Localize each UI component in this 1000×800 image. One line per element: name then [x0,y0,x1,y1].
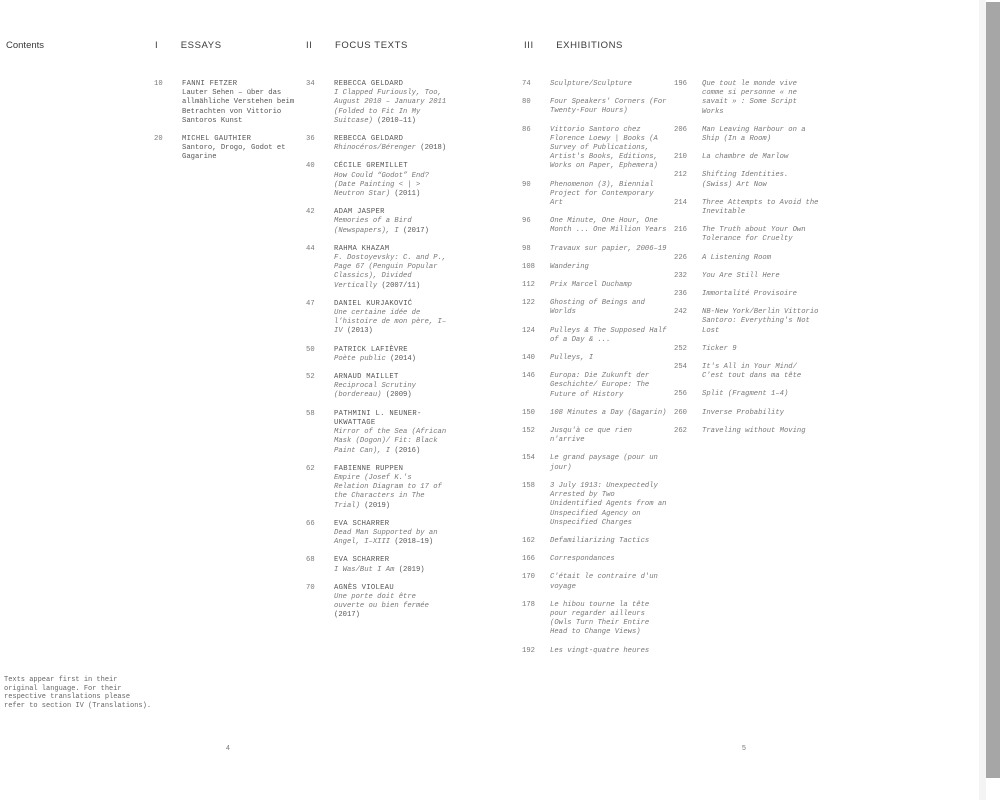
essay-title: Santoro, Drogo, Godot et Gagarine [182,144,286,162]
exhibition-title: NB-New York/Berlin Vittorio Santoro: Everything's Not Lost [702,308,819,335]
toc-entry[interactable] [674,427,822,436]
toc-entry[interactable] [306,556,450,574]
page-number: 210 [674,153,687,162]
toc-entry[interactable] [522,454,670,472]
toc-entry[interactable] [522,126,670,172]
page-number: 42 [306,208,315,217]
entry-text [334,135,450,153]
exhibition-title: Pulleys & The Supposed Half of a Day & ... [550,326,667,344]
page-number: 62 [306,464,315,473]
toc-entry[interactable] [674,199,822,217]
toc-entry[interactable] [522,281,670,290]
entry-text [334,208,450,236]
toc-entry[interactable] [522,647,670,656]
entry-text [334,300,450,337]
section-essays-header [155,40,222,51]
toc-entry[interactable] [674,390,822,399]
page-number: 146 [522,372,535,381]
author: EVA SCHARRER [334,556,390,565]
work-title: Dead Man Supported by an Angel, I–XIII [334,528,438,547]
year: (2009) [385,391,412,400]
toc-entry[interactable] [306,135,450,153]
entry-text [334,410,450,456]
page-number: 66 [306,519,315,528]
author: PATHMINI L. NEUNER-UKWATTAGE [334,409,422,427]
scrollbar[interactable] [986,2,1000,778]
work-title: How Could “Godot” End? (Date Painting < | > Neutron Star) [334,171,429,199]
toc-entry[interactable] [306,162,450,199]
year: (2019) [364,501,391,510]
toc-entry[interactable] [674,290,822,299]
year: (2010–11) [377,116,416,125]
toc-entry[interactable] [306,208,450,236]
year: (2014) [390,354,416,363]
toc-entry[interactable] [522,245,670,254]
page-number: 74 [522,80,531,88]
exhibition-title: Shifting Identities. (Swiss) Art Now [702,171,789,189]
entry-text [334,556,450,574]
exhibition-title: Inverse Probability [702,408,784,417]
exhibition-title: La chambre de Marlow [702,153,789,162]
page-number: 10 [154,80,163,88]
toc-entry[interactable] [522,409,670,418]
toc-entry[interactable] [306,346,450,364]
toc-entry[interactable] [306,520,450,548]
year: (2017) [334,611,360,620]
work-title: Une certaine idée de l’histoire de mon père, I–IV [334,309,447,336]
exhibition-title: Que tout le monde vive comme si personne « ne savait » : Some Script Works [702,80,797,116]
work-title: Mirror of the Sea (African Mask (Dogon)/ Fit: Black Paint Can), I [334,428,447,455]
page-number: 68 [306,556,315,565]
entry-text [334,245,450,291]
page-number: 44 [306,244,315,253]
toc-entry[interactable] [306,80,450,126]
section-numeral: I [155,40,159,51]
exhibition-title: Europa: Die Zukunft der Geschichte/ Europe: The Future of History [550,372,650,399]
exhibition-title: Correspondances [550,555,615,564]
toc-entry[interactable] [674,171,822,189]
author: FABIENNE RUPPEN [334,464,404,473]
toc-entry[interactable] [674,126,822,144]
section-numeral: III [524,40,534,51]
page-number: 162 [522,536,535,545]
exhibition-title: Vittorio Santoro chez Florence Loewy | Books (A Survey of Publications, Artist's Books, Editions, Works on Paper, Ephemera) [550,125,658,171]
year: (2007/11) [381,281,421,290]
toc-entry[interactable] [522,601,670,638]
page-number: 150 [522,408,535,417]
author: CÉCILE GREMILLET [334,162,408,171]
exhibition-title: Ghosting of Beings and Worlds [550,299,645,317]
toc-entry[interactable] [674,363,822,381]
section-title: EXHIBITIONS [556,40,623,51]
page-number: 166 [522,555,535,564]
toc-entry[interactable] [306,245,450,291]
entry-text [334,584,450,621]
page-number: 36 [306,135,315,144]
essays-list [154,80,298,172]
exhibition-title: Le grand paysage (pour un jour) [550,454,658,472]
toc-entry[interactable] [522,427,670,445]
toc-entry[interactable] [522,372,670,400]
exhibition-title: Sculpture/Sculpture [550,80,632,88]
work-title: I Was/But I Am [334,565,395,574]
page-number: 40 [306,162,315,171]
exhibition-title: Ticker 9 [702,344,737,353]
section-focus-header [306,40,408,51]
year: (2018–19) [394,538,434,547]
work-title: I Clapped Furiously, Too, August 2010 – January 2011 (Folded to Fit In My Suitcase) [334,89,447,125]
page-number: 214 [674,198,687,207]
exhibition-title: Wandering [550,262,589,271]
exhibitions-list-left [522,80,670,665]
footnote: Texts appear first in their original language. For their respective translations please refer to section IV (Translations). [4,676,152,710]
page-number: 124 [522,326,535,335]
page-number: 58 [306,409,315,418]
entry-text [334,80,450,126]
page-number: 20 [154,135,163,144]
exhibition-title: The Truth about Your Own Tolerance for Cruelty [702,226,806,244]
toc-entry[interactable] [674,153,822,162]
section-exhibitions-header [524,40,623,51]
toc-entry[interactable] [306,410,450,456]
author: ARNAUD MAILLET [334,373,399,382]
page-number: 112 [522,281,535,290]
toc-entry[interactable] [674,308,822,336]
exhibition-title: Split (Fragment 1–4) [702,390,789,399]
year: (2016) [394,446,421,455]
work-title: Memories of a Bird (Newspapers), I [334,217,412,235]
exhibition-title: You Are Still Here [702,271,780,280]
page-number: 232 [674,271,687,280]
page-number: 216 [674,226,687,235]
page-number: 47 [306,299,315,308]
author: REBECCA GELDARD [334,135,404,144]
year: (2011) [394,190,421,199]
page-number: 98 [522,244,531,253]
page-number: 252 [674,344,687,353]
exhibition-title: Prix Marcel Duchamp [550,281,632,290]
exhibitions-list-right [674,80,822,445]
work-title: Rhinocéros/Bérenger [334,144,416,153]
entry-text [334,373,450,401]
entry-text [334,346,450,364]
toc-entry[interactable] [522,263,670,272]
toc-entry[interactable] [522,327,670,345]
page-number: 170 [522,573,535,582]
toc-entry[interactable] [674,272,822,281]
author: PATRICK LAFIÈVRE [334,345,408,354]
page-number: 256 [674,390,687,399]
page-number: 86 [522,125,531,134]
exhibition-title: Three Attempts to Avoid the Inevitable [702,198,819,217]
toc-entry[interactable] [522,217,670,235]
author: REBECCA GELDARD [334,80,404,88]
toc-entry[interactable] [674,254,822,263]
page-number: 178 [522,600,535,609]
toc-entry[interactable] [522,181,670,209]
exhibition-title: 3 July 1913: Unexpectedly Arrested by Two Unidentified Agents from an Unspecified Agency on Unspecified Charges [550,481,667,527]
section-title: FOCUS TEXTS [334,40,408,51]
author: DANIEL KURJAKOVIĆ [334,299,413,308]
page-number: 122 [522,299,535,308]
work-title: Une porte doit être ouverte ou bien fermée [334,592,429,611]
page-number: 206 [674,125,687,134]
page-number: 140 [522,354,535,363]
toc-entry[interactable] [154,80,298,126]
exhibition-title: It's All in Your Mind/ C'est tout dans ma tête [702,363,802,381]
work-title: F. Dostoyevsky: C. and P., Page 67 (Penguin Popular Classics), Divided Vertically [334,254,447,290]
exhibition-title: 108 Minutes a Day (Gagarin) [550,408,667,417]
work-title: Reciprocal Scrutiny (bordereau) [334,382,416,400]
exhibition-title: Traveling without Moving [702,426,806,435]
page-number: 196 [674,80,687,88]
toc-entry[interactable] [674,226,822,244]
exhibition-title: Le hibou tourne la tête pour regarder ailleurs (Owls Turn Their Entire Head to Change Views) [550,600,650,637]
page-number: 154 [522,454,535,463]
section-title: ESSAYS [180,40,222,51]
page-number: 80 [522,98,531,107]
toc-entry[interactable] [522,573,670,591]
page-number: 260 [674,408,687,417]
author: EVA SCHARRER [334,519,390,528]
exhibition-title: Travaux sur papier, 2006–19 [550,244,667,253]
exhibition-title: C'était le contraire d'un voyage [550,573,658,591]
page-number: 212 [674,171,687,180]
page-number: 236 [674,290,687,299]
contents-label: Contents [6,40,45,51]
page-number: 226 [674,253,687,262]
toc-entry[interactable] [306,300,450,337]
entry-text [334,162,450,199]
spread-separator [979,0,986,800]
entry-text [334,465,450,511]
year: (2013) [346,327,373,336]
toc-entry[interactable] [522,537,670,546]
toc-entry[interactable] [522,482,670,528]
page-number: 50 [306,345,315,354]
page-number: 152 [522,427,535,436]
year: (2018) [420,144,447,153]
page-number: 90 [522,180,531,189]
toc-entry[interactable] [522,80,670,89]
page-number: 70 [306,583,315,592]
exhibition-title: Les vingt-quatre heures [550,646,650,655]
exhibition-title: Four Speakers' Corners (For Twenty-Four Hours) [550,98,667,116]
toc-entry[interactable] [522,354,670,363]
toc-entry[interactable] [522,299,670,317]
exhibition-title: A Listening Room [702,253,772,262]
author: RAHMA KHAZAM [334,244,390,253]
toc-entry[interactable] [674,345,822,354]
author: AGNÈS VIOLEAU [334,583,394,592]
exhibition-title: Jusqu'à ce que rien n'arrive [550,427,632,445]
toc-entry[interactable] [522,98,670,116]
page-number-right: 5 [742,745,746,752]
page-number: 96 [522,217,531,226]
author: MICHEL GAUTHIER [182,135,252,144]
toc-entry[interactable] [154,135,298,163]
exhibition-title: Pulleys, I [550,354,594,363]
toc-entry[interactable] [674,409,822,418]
toc-entry[interactable] [306,373,450,401]
exhibition-title: Immortalité Provisoire [702,290,797,299]
page-number: 192 [522,646,535,655]
author: ADAM JASPER [334,208,385,217]
toc-entry[interactable] [522,555,670,564]
work-title: Empire (Josef K.'s Relation Diagram to 17 of the Characters in The Trial) [334,473,442,510]
author: FANNI FETZER [182,80,238,88]
work-title: Poète public [334,354,386,363]
exhibition-title: Defamiliarizing Tactics [550,536,650,545]
exhibition-title: Man Leaving Harbour on a Ship (In a Room) [702,125,806,144]
toc-entry[interactable] [674,80,822,117]
page-number: 108 [522,262,535,271]
entry-text [334,520,450,548]
exhibition-title: One Minute, One Hour, One Month ... One Million Years [550,217,667,235]
page-number: 158 [522,481,535,490]
year: (2017) [403,226,429,235]
page-number: 242 [674,308,687,317]
toc-entry[interactable] [306,584,450,621]
page-number: 254 [674,363,687,372]
page-number: 52 [306,373,315,382]
page-number-left: 4 [226,745,230,752]
focus-texts-list [306,80,450,630]
essay-title: Lauter Sehen – über das allmähliche Verstehen beim Betrachten von Vittorio Santoros Kunst [182,89,295,125]
exhibition-title: Phenomenon (3), Biennial Project for Contemporary Art [550,180,654,208]
year: (2019) [398,565,425,574]
page-number: 262 [674,426,687,435]
section-numeral: II [306,40,313,51]
page-number: 34 [306,80,315,88]
toc-entry[interactable] [306,465,450,511]
